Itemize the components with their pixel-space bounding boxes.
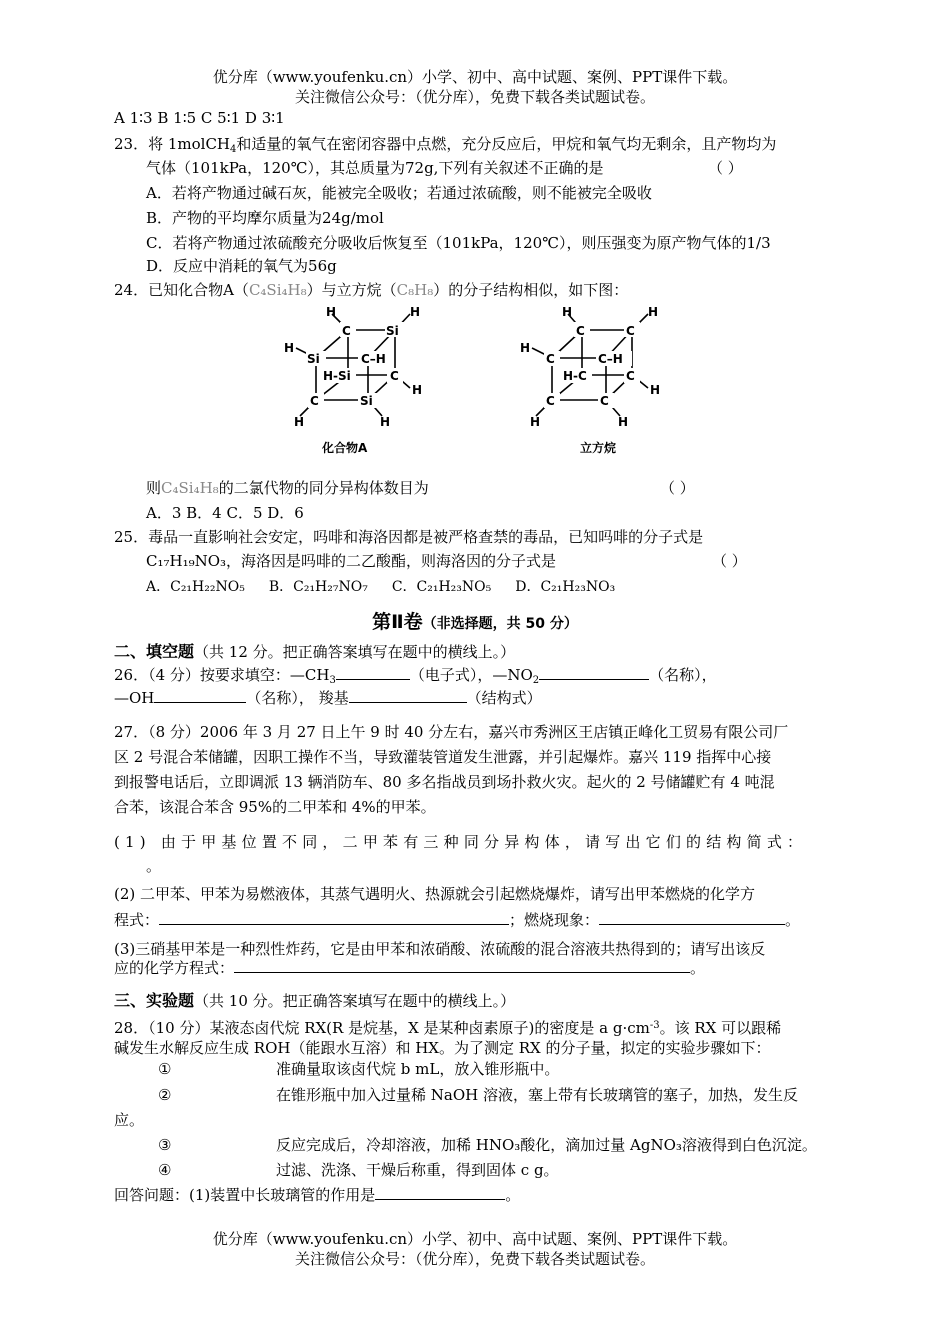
svg-text:H: H bbox=[650, 383, 661, 397]
svg-text:Si: Si bbox=[386, 324, 399, 338]
q24-question-formula: C₄Si₄H₈ bbox=[161, 479, 219, 497]
svg-text:C: C bbox=[342, 324, 351, 338]
q26-blank-carboxyl[interactable] bbox=[349, 688, 467, 703]
section-3-heading bbox=[114, 991, 515, 1011]
q28-answer-line bbox=[114, 1185, 520, 1205]
svg-text:H: H bbox=[530, 415, 541, 429]
q26-line1-c: （名称）， bbox=[649, 666, 717, 684]
header-line-2: 关注微信公众号：（优分库），免费下载各类试题试卷。 bbox=[294, 88, 655, 106]
svg-text:H: H bbox=[410, 305, 421, 319]
svg-text:C: C bbox=[310, 394, 319, 408]
svg-text:H: H bbox=[294, 415, 305, 429]
q23-stem: 23．将 1molCH$_4$和适量的氧气在密闭容器中点燃，充分反应后，甲烷和氧气均无剩余，且产物均为 bbox=[114, 135, 777, 155]
q25-morphine-formula: C₁₇H₁₉NO₃ bbox=[146, 552, 227, 570]
q27-blank-combustion-equation[interactable] bbox=[159, 910, 509, 925]
svg-text:Si: Si bbox=[307, 352, 320, 366]
svg-text:C: C bbox=[600, 394, 609, 408]
q28-p1-end: 。该 RX 可以跟稀 bbox=[659, 1019, 782, 1037]
svg-text:H: H bbox=[562, 305, 573, 319]
q25-stem-text: 毒品一直影响社会安定，吗啡和海洛因都是被严格查禁的毒品，已知吗啡的分子式是 bbox=[148, 528, 704, 546]
svg-text:C–H: C–H bbox=[361, 352, 386, 366]
q28-answer-label: 回答问题：(1)装置中长玻璃管的作用是 bbox=[114, 1186, 376, 1204]
svg-text:Si: Si bbox=[360, 394, 373, 408]
q28-step-2-cont: 应。 bbox=[114, 1111, 145, 1129]
q24-stem-a: 已知化合物A（ bbox=[148, 281, 249, 299]
q28-answer-end: 。 bbox=[505, 1186, 521, 1204]
q23-stem-line2: 气体（101kPa，120℃），其总质量为72g,下列有关叙述不正确的是 bbox=[146, 159, 604, 177]
q24-stem-c: ）的分子结构相似，如下图： bbox=[433, 281, 629, 299]
q27-sub-2-line-2 bbox=[114, 910, 800, 930]
part-2-title: 第Ⅱ卷 bbox=[372, 611, 423, 633]
q26-blank-no2[interactable] bbox=[539, 665, 649, 680]
q27-sub-3-end: 。 bbox=[690, 959, 706, 977]
q24-number: 24． bbox=[114, 281, 149, 299]
q23-stem-a: 将 1molCH bbox=[148, 135, 231, 153]
q26-line2-b: （名称）， 羧基 bbox=[246, 689, 349, 707]
q28-blank-long-tube[interactable] bbox=[375, 1185, 505, 1200]
q27-sub-1-end: 。 bbox=[146, 857, 162, 875]
q27-blank-tnt-equation[interactable] bbox=[234, 958, 690, 973]
q25-option-d: D．C₂₁H₂₃NO₃ bbox=[515, 579, 616, 595]
q25-number: 25． bbox=[114, 528, 149, 546]
svg-text:H: H bbox=[648, 305, 659, 319]
footer-line-1: 优分库（www.youfenku.cn）小学、初中、高中试题、案例、PPT课件下载。 bbox=[212, 1230, 738, 1248]
q24-formula-cubane: C₈H₈ bbox=[396, 281, 434, 299]
molecule-structure-figure bbox=[270, 300, 690, 460]
q24-options: A．3 B．4 C．5 D．6 bbox=[146, 504, 304, 522]
q23-answer-bracket: （ ） bbox=[708, 159, 743, 177]
q23-option-b: B．产物的平均摩尔质量为24g/mol bbox=[146, 209, 384, 227]
q28-step-2-text: 在锥形瓶中加入过量稀 NaOH 溶液，塞上带有长玻璃管的塞子，加热，发生反 bbox=[276, 1086, 798, 1104]
svg-text:H: H bbox=[284, 341, 295, 355]
part-2-heading bbox=[0, 612, 950, 634]
q26-line-2 bbox=[114, 688, 542, 708]
q26-line2-c: （结构式） bbox=[466, 689, 542, 707]
q23-stem-b: 和适量的氧气在密闭容器中点燃，充分反应后，甲烷和氧气均无剩余，且产物均为 bbox=[236, 135, 777, 153]
q24-stem bbox=[114, 280, 628, 300]
q27-para-line-4: 合苯，该混合苯含 95%的二甲苯和 4%的甲苯。 bbox=[114, 798, 436, 816]
svg-text:H: H bbox=[618, 415, 629, 429]
q27-sub-2-end: 。 bbox=[785, 911, 801, 929]
svg-text:C: C bbox=[546, 352, 555, 366]
q26-line1-b: （电子式），—NO bbox=[409, 666, 533, 684]
q25-answer-bracket: （ ） bbox=[712, 552, 747, 570]
svg-text:C–H: C–H bbox=[598, 352, 623, 366]
q23-option-a: A．若将产物通过碱石灰，能被完全吸收；若通过浓硫酸，则不能被完全吸收 bbox=[146, 184, 652, 202]
section-2-title: 二、填空题 bbox=[114, 642, 195, 661]
q26-blank-ch3[interactable] bbox=[336, 665, 410, 680]
q26-line-1: 26．（4 分）按要求填空：$—CH_3$ （电子式），$—NO_2$ （名称）， bbox=[114, 666, 717, 686]
svg-text:C: C bbox=[576, 324, 585, 338]
q25-stem-line2 bbox=[146, 551, 556, 571]
q28-p1: 28．（10 分）某液态卤代烷 RX(R 是烷基，X 是某种卤素原子)的密度是 a g·cm bbox=[114, 1019, 650, 1037]
q23-number: 23． bbox=[114, 135, 149, 153]
q27-blank-combustion-phenomenon[interactable] bbox=[599, 910, 785, 925]
q28-step-3-mark: ③ bbox=[158, 1136, 172, 1154]
q28-para-line-2: 碱发生水解反应生成 ROH（能跟水互溶）和 HX。为了测定 RX 的分子量，拟定的实验步骤如下： bbox=[114, 1039, 771, 1057]
header-line-1: 优分库（www.youfenku.cn）小学、初中、高中试题、案例、PPT课件下载。 bbox=[212, 68, 738, 86]
svg-text:C: C bbox=[390, 369, 399, 383]
q27-para-line-3: 到报警电话后，立即调派 13 辆消防车、80 多名指战员到场扑救火灾。起火的 2 号储罐贮有 4 吨混 bbox=[114, 773, 775, 791]
q25-stem-line2-text: ，海洛因是吗啡的二乙酸酯，则海洛因的分子式是 bbox=[226, 552, 557, 570]
q28-step-4-text: 过滤、洗涤、干燥后称重，得到固体 c g。 bbox=[276, 1161, 559, 1179]
cubane-caption: 立方烷 bbox=[580, 441, 617, 455]
q23-option-c: C．若将产物通过浓硫酸充分吸收后恢复至（101kPa，120℃），则压强变为原产物气体的1/3 bbox=[146, 234, 771, 252]
part-2-subtitle: （非选择题，共 50 分） bbox=[422, 616, 578, 632]
section-3-title: 三、实验题 bbox=[114, 991, 195, 1010]
footer-line-2: 关注微信公众号：（优分库），免费下载各类试题试卷。 bbox=[294, 1250, 655, 1268]
q24-stem-b: ）与立方烷（ bbox=[306, 281, 397, 299]
svg-text:C: C bbox=[626, 324, 635, 338]
q28-step-1-text: 准确量取该卤代烷 b mL，放入锥形瓶中。 bbox=[276, 1060, 560, 1078]
q28-step-4-mark: ④ bbox=[158, 1161, 172, 1179]
q24-question bbox=[146, 478, 429, 498]
q27-sub-3: (3)三硝基甲苯是一种烈性炸药，它是由甲苯和浓硝酸、浓硫酸的混合溶液共热得到的；请写出该反 bbox=[114, 940, 766, 958]
svg-text:H: H bbox=[412, 383, 423, 397]
q28-p1-sup: -3 bbox=[649, 1020, 660, 1031]
q24-answer-bracket: （ ） bbox=[660, 479, 695, 497]
svg-text:H-Si: H-Si bbox=[323, 369, 351, 383]
svg-text:C: C bbox=[546, 394, 555, 408]
q27-sub-1: (1) 由于甲基位置不同，二甲苯有三种同分异构体，请写出它们的结构简式： bbox=[114, 833, 808, 851]
q27-para-line-1: 27．（8 分）2006 年 3 月 27 日上午 9 时 40 分左右，嘉兴市秀洲区王店镇正峰化工贸易有限公司厂 bbox=[114, 723, 789, 741]
q27-sub-2-phenomenon-label: ；燃烧现象： bbox=[509, 911, 600, 929]
q27-para-line-2: 区 2 号混合苯储罐，因职工操作不当，导致灌装管道发生泄露，并引起爆炸。嘉兴 119 指挥中心接 bbox=[114, 748, 772, 766]
q25-option-c: C．C₂₁H₂₃NO₅ bbox=[391, 579, 492, 595]
svg-text:H: H bbox=[520, 341, 531, 355]
section-2-desc: （共 12 分。把正确答案填写在题中的横线上。） bbox=[194, 643, 516, 661]
svg-text:H: H bbox=[380, 415, 391, 429]
q27-sub-2-label: 程式： bbox=[114, 911, 160, 929]
q23-option-d: D．反应中消耗的氧气为56g bbox=[146, 257, 337, 275]
q26-line1-a: 26．（4 分）按要求填空：—CH bbox=[114, 666, 330, 684]
q22-options: A 1∶3 B 1∶5 C 5∶1 D 3∶1 bbox=[114, 109, 285, 127]
svg-text:H: H bbox=[326, 305, 337, 319]
svg-text:C: C bbox=[626, 369, 635, 383]
q24-formula-a: C₄Si₄H₈ bbox=[248, 281, 307, 299]
q27-sub-2: (2) 二甲苯、甲苯为易燃液体，其蒸气遇明火、热源就会引起燃烧爆炸，请写出甲苯燃烧的化学方 bbox=[114, 885, 756, 903]
q28-step-3-text: 反应完成后，冷却溶液，加稀 HNO₃酸化，滴加过量 AgNO₃溶液得到白色沉淀。 bbox=[276, 1136, 817, 1154]
q25-option-b: B．C₂₁H₂₇NO₇ bbox=[268, 579, 368, 595]
section-2-heading bbox=[114, 642, 515, 662]
q28-step-2-mark: ② bbox=[158, 1086, 172, 1104]
q25-options bbox=[146, 577, 615, 597]
q24-question-a: 则 bbox=[146, 479, 162, 497]
q25-option-a: A．C₂₁H₂₂NO₅ bbox=[146, 579, 245, 595]
q28-para-line-1 bbox=[114, 1018, 781, 1038]
q24-question-b: 的二氯代物的同分异构体数目为 bbox=[218, 479, 429, 497]
q25-stem bbox=[114, 527, 703, 547]
section-3-desc: （共 10 分。把正确答案填写在题中的横线上。） bbox=[194, 992, 516, 1010]
svg-text:H-C: H-C bbox=[563, 369, 587, 383]
q27-sub-3-label: 应的化学方程式： bbox=[114, 959, 235, 977]
q26-line2-a: —OH bbox=[114, 689, 155, 707]
compound-a-caption: 化合物A bbox=[322, 441, 368, 455]
q26-blank-oh[interactable] bbox=[154, 688, 246, 703]
q27-sub-3-line-2 bbox=[114, 958, 705, 978]
q28-step-1-mark: ① bbox=[158, 1060, 172, 1078]
